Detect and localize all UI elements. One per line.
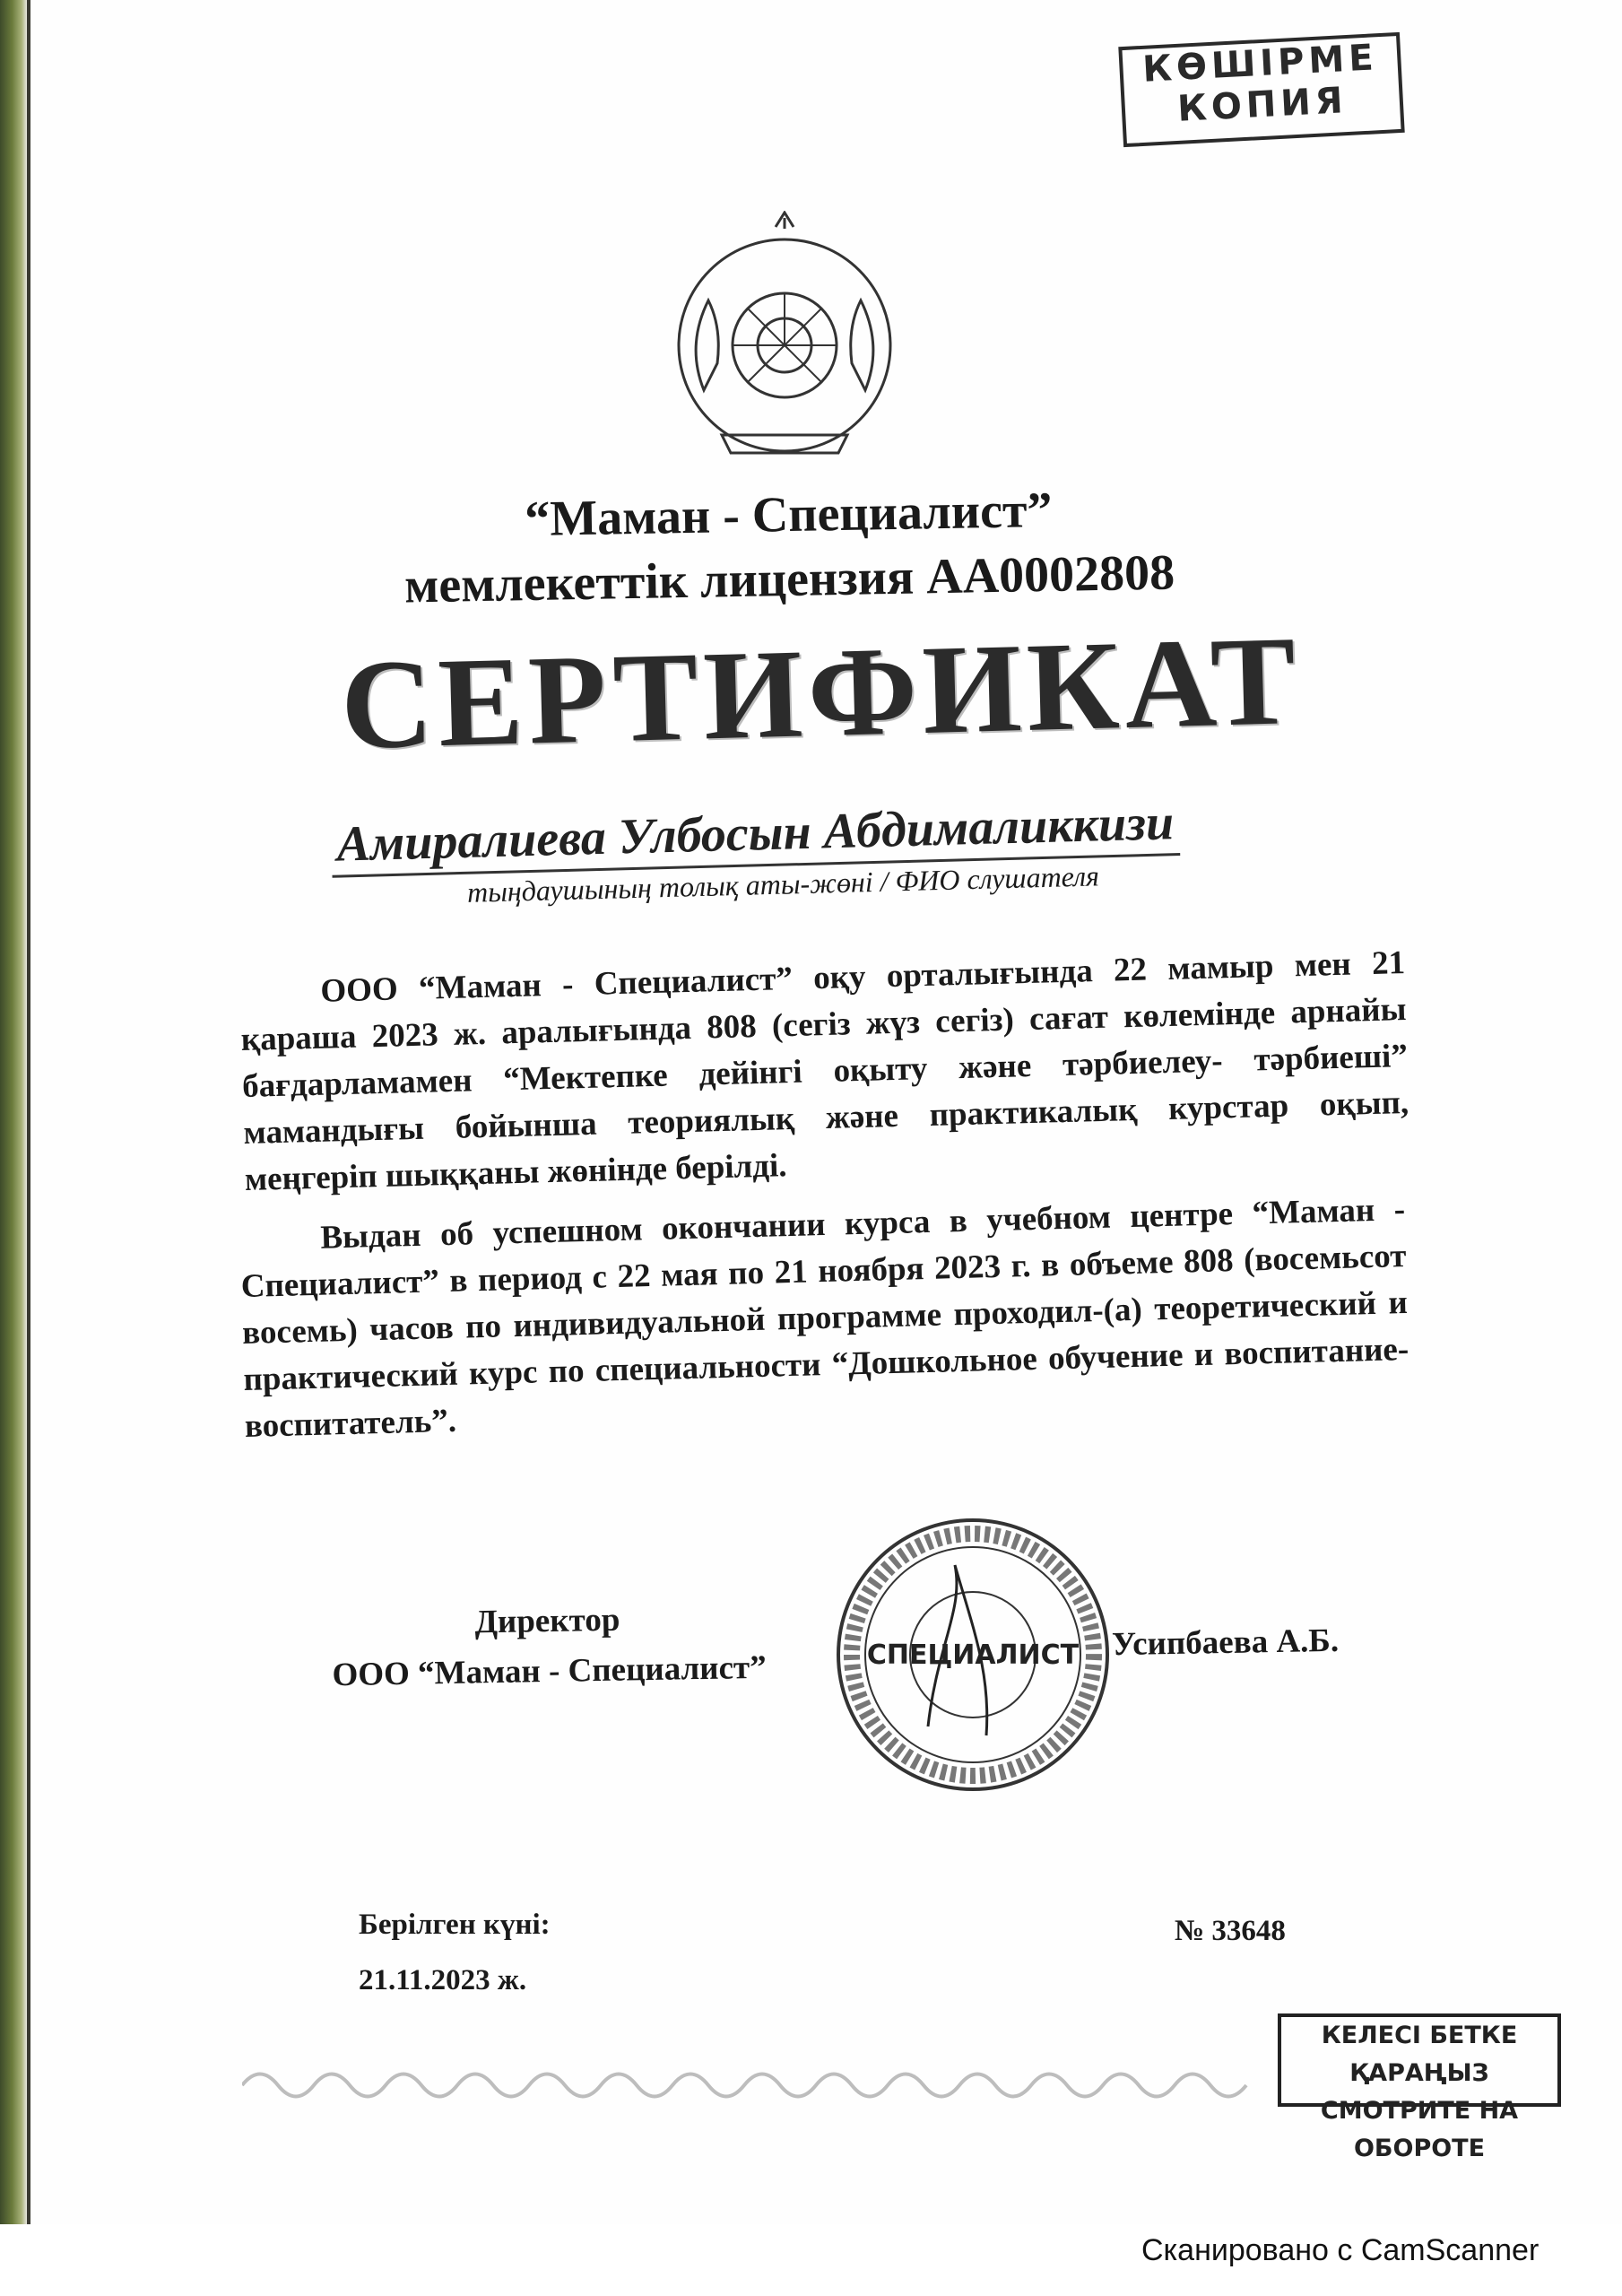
- see-reverse-line-1: КЕЛЕСІ БЕТКЕ ҚАРАҢЫЗ: [1321, 2022, 1518, 2087]
- see-reverse-line-2: СМОТРИТЕ НА ОБОРОТЕ: [1320, 2097, 1519, 2162]
- license-number: мемлекеттік лицензия АА0002808: [403, 544, 1175, 614]
- issue-date-block: [359, 1897, 551, 2008]
- recipient-caption: тыңдаушының толық аты-жөні / ФИО слушателя: [466, 859, 1100, 909]
- certificate-number: № 33648: [1175, 1915, 1286, 1947]
- see-reverse-stamp: [1278, 2013, 1561, 2162]
- paragraph-russian: [239, 1187, 1410, 1450]
- recipient-name: Амиралиева Улбосын Абдималиккизи: [331, 794, 1180, 878]
- copy-stamp: [1118, 32, 1404, 147]
- director-block: [331, 1593, 767, 1700]
- paragraph-kazakh-text: ООО “Маман - Специалист” оқу орталығында 22 мамыр мен 21 қараша 2023 ж. аралығында 808 (сегіз жүз сегіз) сағат көлемінде арнайы бағдарламамен “Мектепке дейінгі оқыту және тәрбиелеу- тәрбиеші” мамандығы бойынша теориялық және практикалық курстар оқып, меңгеріп шыққаны жөнінде берілді.: [240, 944, 1409, 1198]
- official-seal: [829, 1511, 1116, 1798]
- director-title: Директор: [474, 1601, 620, 1641]
- paragraph-russian-text: Выдан об успешном окончании курса в учебном центре “Маман - Специалист” в период с 22 мая по 21 ноября 2023 г. в объеме 808 (восемьсот восемь) часов по индивидуальной программе проходил-(а) теоретический и практический курс по специальности “Дошкольное обучение и воспитание-воспитатель”.: [240, 1191, 1409, 1445]
- issue-date-value: 21.11.2023 ж.: [359, 1964, 527, 1996]
- state-emblem-icon: [668, 211, 901, 462]
- certificate-title: СЕРТИФИКАТ: [339, 608, 1303, 776]
- copy-stamp-line-1: КӨШІРМЕ: [1141, 37, 1379, 91]
- issue-date-label: Берілген күні:: [359, 1909, 551, 1941]
- paragraph-kazakh: [239, 940, 1410, 1204]
- organization-name: “Маман - Специалист”: [524, 482, 1053, 548]
- scan-background-strip: [0, 0, 27, 2224]
- director-name: Усипбаева А.Б.: [1111, 1622, 1340, 1664]
- copy-stamp-line-2: КОПИЯ: [1176, 80, 1349, 130]
- camscanner-watermark: Сканировано с CamScanner: [1141, 2233, 1540, 2267]
- organization-header: [340, 474, 1238, 619]
- director-org: ООО “Маман - Специалист”: [332, 1648, 768, 1694]
- seal-center-text: СПЕЦИАЛИСТ: [866, 1639, 1080, 1671]
